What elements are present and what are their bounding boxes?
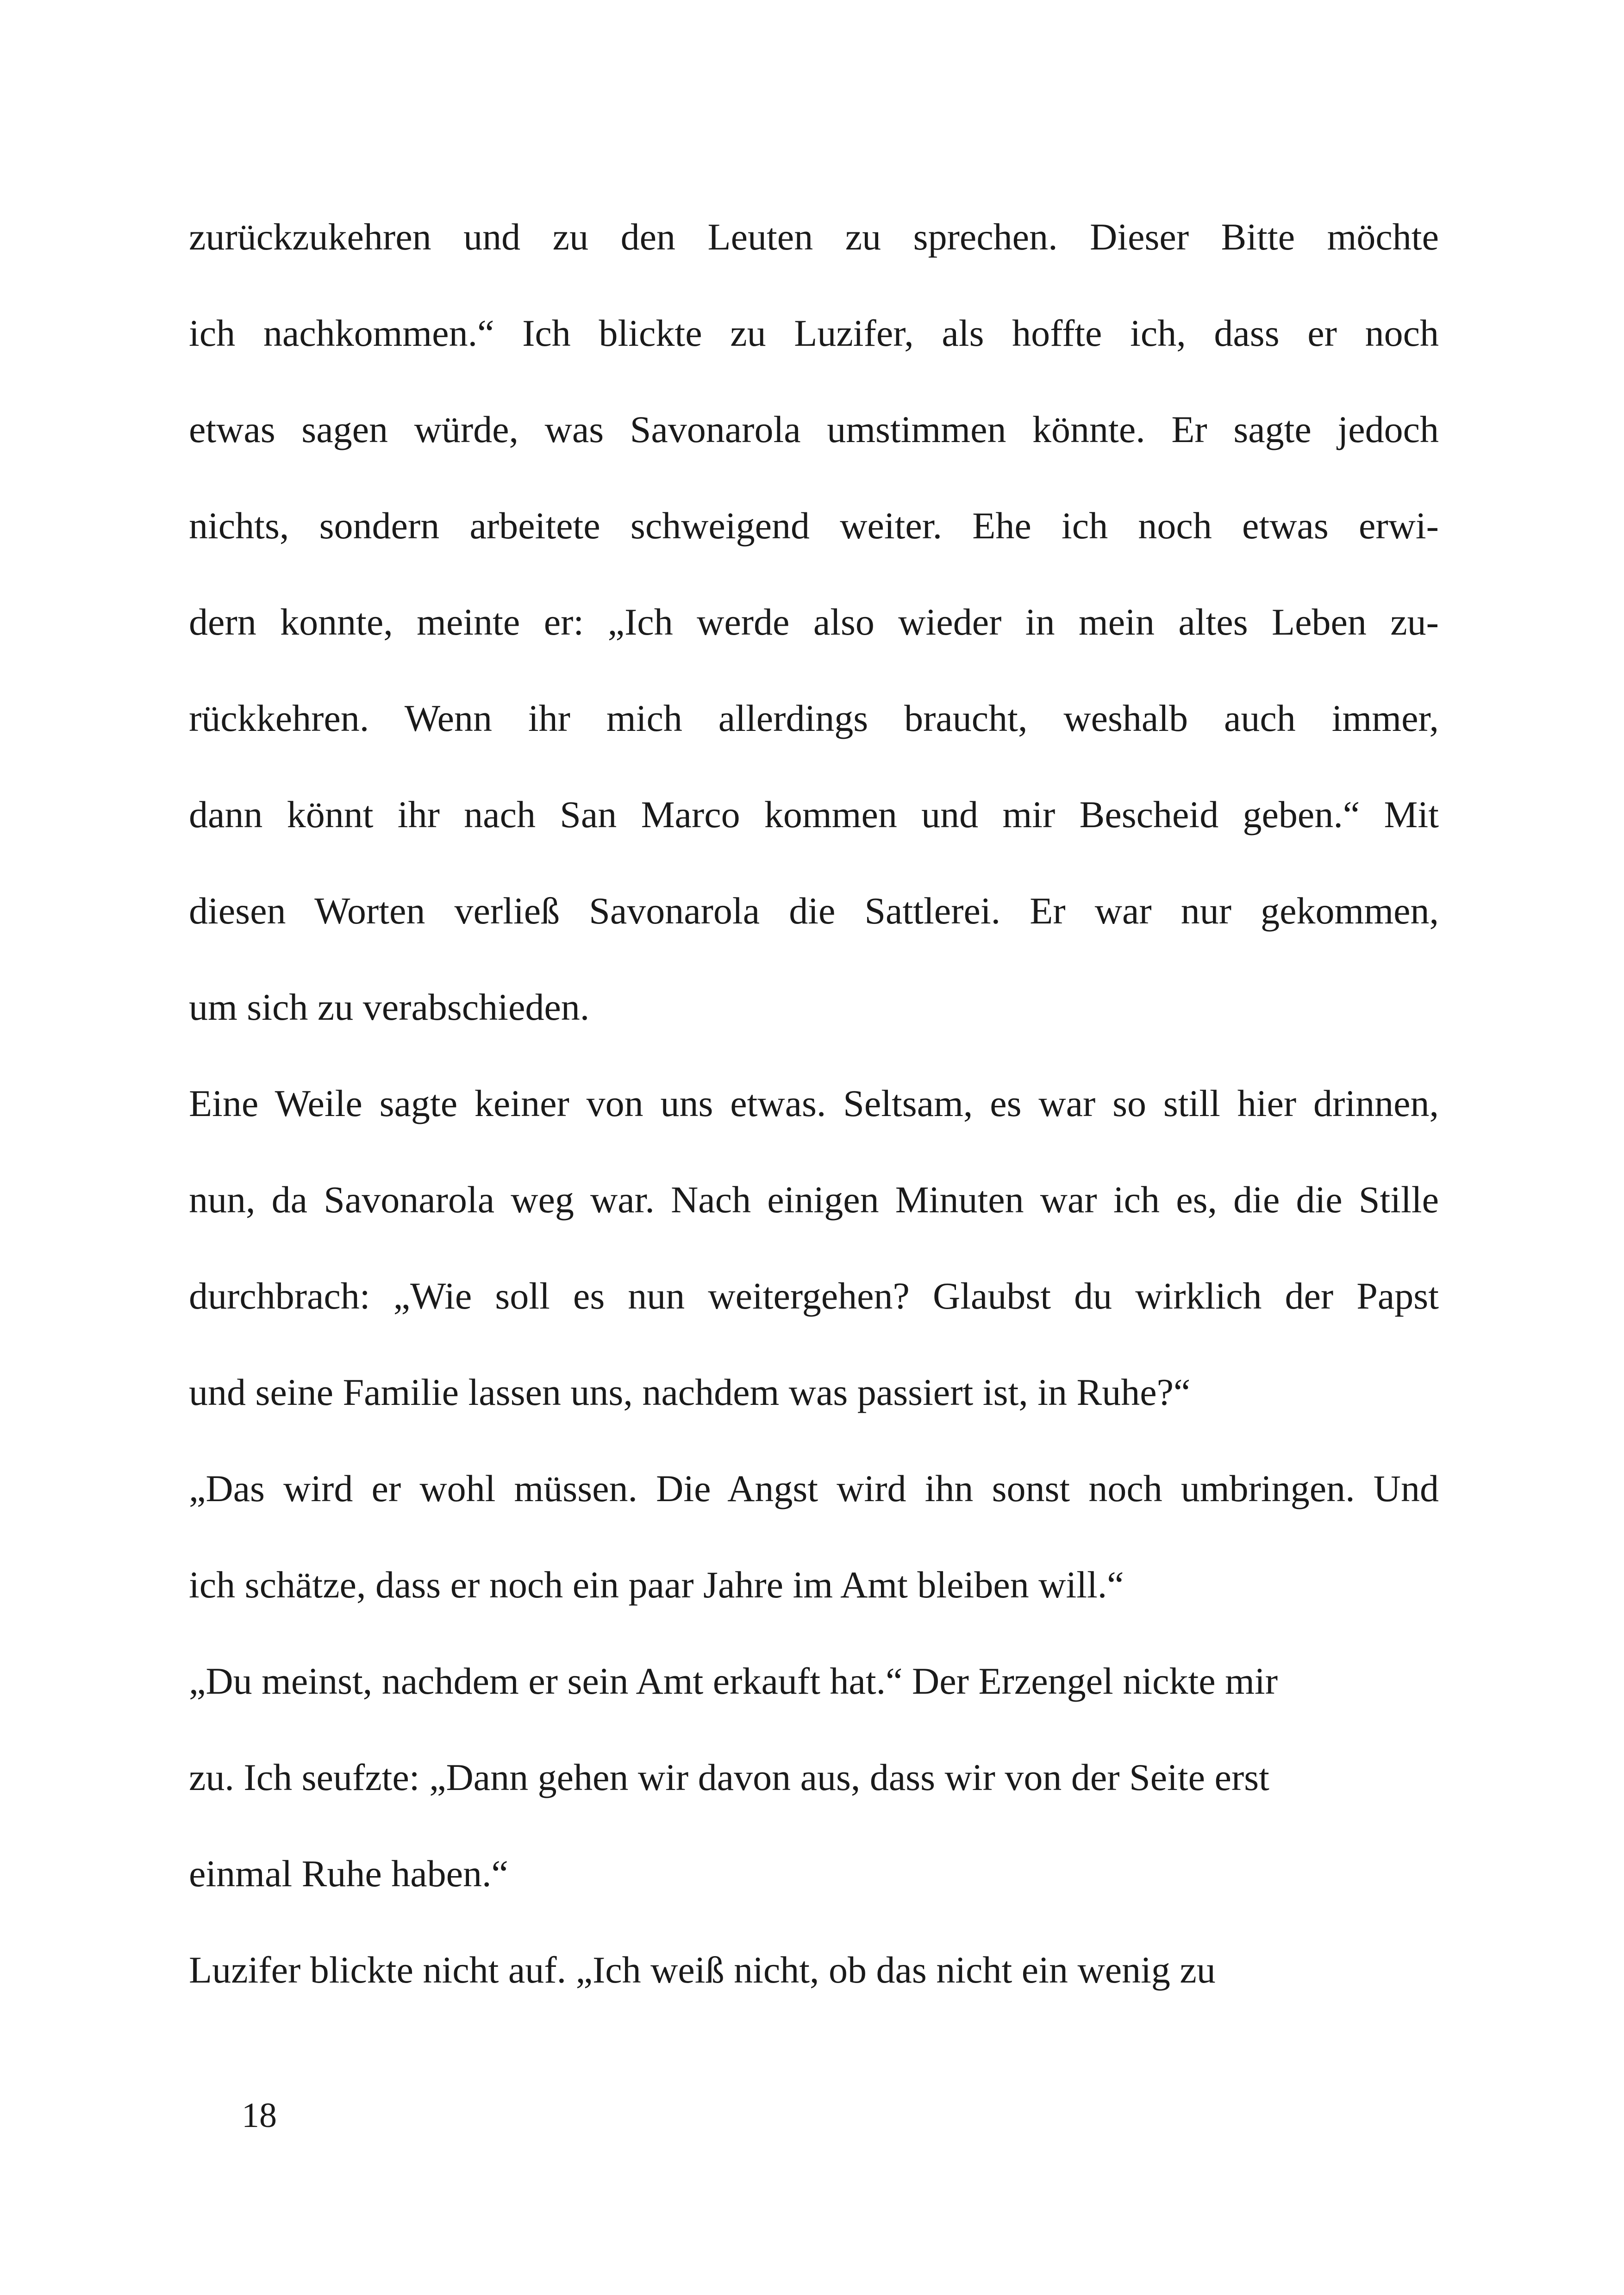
text-line: durchbrach: „Wie soll es nun weitergehen? Glaubst du wirklich der Papst [189, 1275, 1439, 1317]
text-line: dern konnte, meinte er: „Ich werde also wieder in mein altes Leben zu- [189, 601, 1439, 643]
text-line: einmal Ruhe haben.“ [189, 1852, 508, 1895]
text-line: zurückzukehren und zu den Leuten zu sprechen. Dieser Bitte möchte [189, 216, 1439, 258]
body-text [189, 189, 1439, 2018]
text-line: zu. Ich seufzte: „Dann gehen wir davon aus, dass wir von der Seite erst [189, 1756, 1269, 1798]
text-line: Eine Weile sagte keiner von uns etwas. Seltsam, es war so still hier drinnen, [189, 1082, 1439, 1124]
text-line: nichts, sondern arbeitete schweigend weiter. Ehe ich noch etwas erwi- [189, 505, 1439, 547]
text-line: und seine Familie lassen uns, nachdem was passiert ist, in Ruhe?“ [189, 1371, 1191, 1413]
text-line: ich nachkommen.“ Ich blickte zu Luzifer, als hoffte ich, dass er noch [189, 312, 1439, 354]
text-line: um sich zu verabschieden. [189, 986, 590, 1028]
text-line: diesen Worten verließ Savonarola die Sattlerei. Er war nur gekommen, [189, 890, 1439, 932]
text-line: „Das wird er wohl müssen. Die Angst wird ihn sonst noch umbringen. Und [189, 1467, 1439, 1509]
text-line: ich schätze, dass er noch ein paar Jahre im Amt bleiben will.“ [189, 1564, 1124, 1606]
text-line: etwas sagen würde, was Savonarola umstimmen könnte. Er sagte jedoch [189, 408, 1439, 450]
text-line: dann könnt ihr nach San Marco kommen und mir Bescheid geben.“ Mit [189, 793, 1439, 836]
text-line: rückkehren. Wenn ihr mich allerdings braucht, weshalb auch immer, [189, 697, 1439, 739]
text-line: „Du meinst, nachdem er sein Amt erkauft hat.“ Der Erzengel nickte mir [189, 1660, 1278, 1702]
page-number: 18 [242, 2096, 277, 2135]
text-line: nun, da Savonarola weg war. Nach einigen Minuten war ich es, die die Stille [189, 1179, 1439, 1221]
text-line: Luzifer blickte nicht auf. „Ich weiß nicht, ob das nicht ein wenig zu [189, 1949, 1216, 1991]
